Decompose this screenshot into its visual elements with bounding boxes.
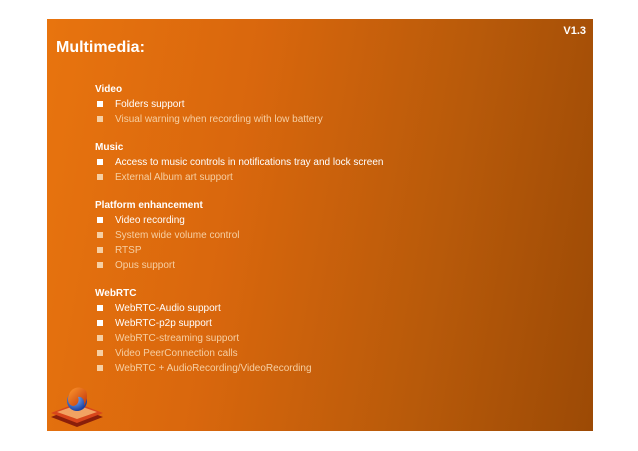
list-item-label: Folders support [115,99,185,110]
list-item [95,155,575,170]
list-item [95,97,575,112]
list-item-label: WebRTC-p2p support [115,318,212,329]
list-item-label: WebRTC + AudioRecording/VideoRecording [115,363,312,374]
list-item [95,316,575,331]
square-bullet-icon [97,305,103,311]
slide-title: Multimedia: [56,39,145,56]
section-webrtc [95,286,575,376]
list-item [95,228,575,243]
list-item-label: Opus support [115,260,176,271]
list-item-label: System wide volume control [115,230,240,241]
version-label: V1.3 [563,25,586,37]
list-item-label: WebRTC-streaming support [115,333,240,344]
square-bullet-icon [97,159,103,165]
section-title: Video [95,84,123,95]
square-bullet-icon [97,320,103,326]
slide [47,19,593,431]
list-item-label: Visual warning when recording with low battery [115,114,323,125]
square-bullet-icon [97,217,103,223]
section-music [95,140,575,185]
square-bullet-icon [97,232,103,238]
list-item [95,361,575,376]
list-item-label: WebRTC-Audio support [115,303,221,314]
firefox-os-logo-icon [47,379,107,431]
square-bullet-icon [97,335,103,341]
slide-content [95,82,575,389]
square-bullet-icon [97,247,103,253]
section-title: Platform enhancement [95,200,203,211]
list-item-label: Video recording [115,215,185,226]
list-item-label: External Album art support [115,172,233,183]
list-item [95,346,575,361]
section-title: WebRTC [95,288,137,299]
square-bullet-icon [97,262,103,268]
list-item [95,258,575,273]
list-item [95,243,575,258]
list-item-label: RTSP [115,245,142,256]
list-item-label: Video PeerConnection calls [115,348,238,359]
section-title: Music [95,142,124,153]
square-bullet-icon [97,101,103,107]
list-item [95,301,575,316]
square-bullet-icon [97,365,103,371]
section-video [95,82,575,127]
square-bullet-icon [97,116,103,122]
square-bullet-icon [97,174,103,180]
square-bullet-icon [97,350,103,356]
list-item-label: Access to music controls in notifications tray and lock screen [115,157,384,168]
section-platform-enhancement [95,198,575,273]
list-item [95,112,575,127]
list-item [95,331,575,346]
list-item [95,170,575,185]
list-item [95,213,575,228]
